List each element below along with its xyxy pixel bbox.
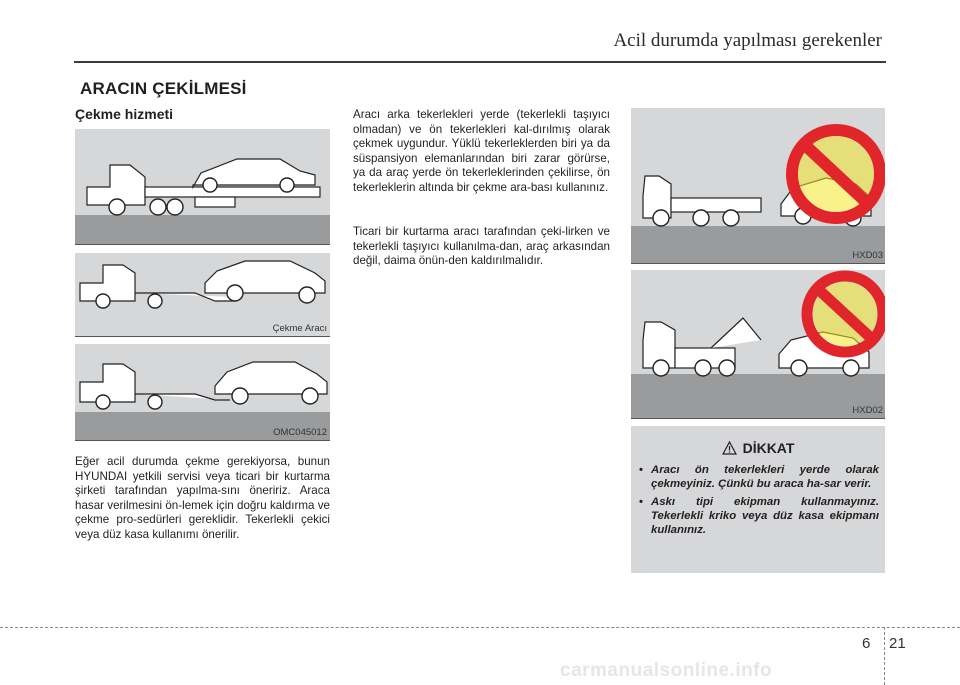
prohibition-sign-icon bbox=[807, 276, 883, 352]
tow-dolly-illustration bbox=[75, 344, 330, 440]
warning-item: • Aracı ön tekerlekleri yerde olarak çekmeyiniz. Çünkü bu araca ha-sar verir. bbox=[639, 464, 879, 490]
body-paragraph-mid-1: Aracı arka tekerlekleri yerde (tekerlekli taşıyıcı olmadan) ve ön tekerlekleri kal-dırılmış olarak çekmek uygundur. Yüklü tekerleklerden biri ya da süspansiyon elemanlarından biri zarar görürse, ya da araç yerde ön tekerleklerinden çekilirse, ön tekerleklerin altında bir çekme ara-bası kullanınız. bbox=[353, 108, 610, 194]
chapter-number: 6 bbox=[862, 635, 871, 652]
warning-list bbox=[639, 463, 879, 541]
wheel-lift-tow-illustration bbox=[75, 253, 330, 336]
figure-divider bbox=[75, 244, 330, 245]
page-number: 21 bbox=[889, 635, 906, 652]
prohibition-sign-icon bbox=[792, 130, 880, 218]
section-heading: ARACIN ÇEKİLMESİ bbox=[80, 79, 247, 98]
figure-code: HXD03 bbox=[852, 250, 883, 261]
warning-title-text: DİKKAT bbox=[742, 440, 795, 456]
warning-triangle-icon bbox=[722, 441, 737, 455]
figure-code: HXD02 bbox=[852, 405, 883, 416]
warning-box bbox=[631, 426, 885, 573]
watermark: carmanualsonline.info bbox=[560, 660, 773, 681]
figure-divider bbox=[75, 440, 330, 441]
sub-heading: Çekme hizmeti bbox=[75, 106, 174, 122]
body-paragraph-left: Eğer acil durumda çekme gerekiyorsa, bunun HYUNDAI yetkili servisi veya ticari bir kurtarma şirketi tarafından yapılma-sını öneririz. Araca hasar verilmesini ön-lemek için doğru kaldırma ve çekme pro-sedürleri gereklidir. Tekerlekli çekici veya düz kasa kullanımı önerilir. bbox=[75, 455, 330, 541]
body-paragraph-mid-2: Ticari bir kurtarma aracı tarafından çeki-lirken ve tekerlekli taşıyıcı kullanılma-dan, araç arkasından değil, daima önün-den kaldırılmalıdır. bbox=[353, 225, 610, 268]
header-rule bbox=[74, 61, 886, 63]
warning-title bbox=[631, 440, 885, 456]
tow-truck-caption: Çekme Aracı bbox=[272, 323, 327, 334]
figure-divider bbox=[75, 336, 330, 337]
footer-rule bbox=[0, 627, 960, 628]
header-title: Acil durumda yapılması gerekenler bbox=[613, 30, 882, 51]
warning-item: • Askı tipi ekipman kullanmayınız. Tekerlekli kriko veya düz kasa ekipmanı kullanınız. bbox=[639, 496, 879, 536]
flatbed-tow-illustration bbox=[75, 129, 330, 244]
page-number-divider bbox=[884, 627, 885, 685]
prohibited-tow-illustration-1 bbox=[631, 108, 885, 263]
figure-code: OMC045012 bbox=[273, 427, 327, 438]
figure-divider bbox=[631, 263, 885, 264]
figure-divider bbox=[631, 418, 885, 419]
prohibited-tow-illustration-2 bbox=[631, 270, 885, 418]
